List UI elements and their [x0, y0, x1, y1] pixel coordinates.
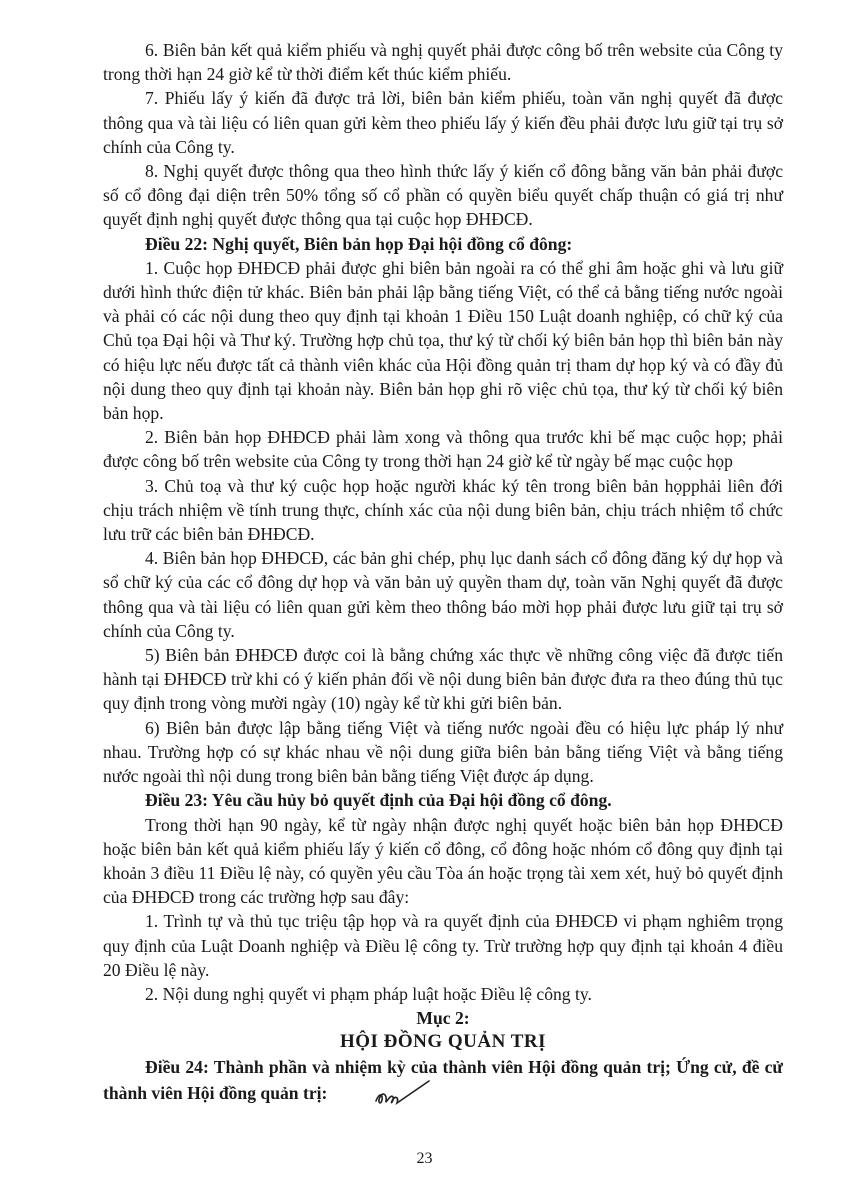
section-title: HỘI ĐỒNG QUẢN TRỊ — [339, 1031, 547, 1053]
article-22-clause-6: 6) Biên bản được lập bằng tiếng Việt và tiếng nước ngoài đều có hiệu lực pháp lý như nhau. Trường hợp có sự khác nhau về nội dung giữa biên bản bằng tiếng Việt và bằng tiếng nước ngoài thì nội dung trong biên bản bằng tiếng Việt được áp dụng. — [103, 717, 783, 787]
section-label: Mục 2: — [416, 1008, 470, 1029]
paragraph-8: 8. Nghị quyết được thông qua theo hình thức lấy ý kiến cổ đông bằng văn bản phải được số cổ đông đại diện trên 50% tổng số cổ phần có quyền biểu quyết chấp thuận có giá trị như quyết định nghị quyết được thông qua tại cuộc họp ĐHĐCĐ. — [103, 161, 783, 230]
article-22-clause-1: 1. Cuộc họp ĐHĐCĐ phải được ghi biên bản ngoài ra có thể ghi âm hoặc ghi và lưu giữ dưới hình thức điện tử khác. Biên bản phải lập bằng tiếng Việt, có thể cả bằng tiếng nước ngoài và phải có các nội dung theo quy định tại khoản 1 Điều 150 Luật doanh nghiệp, có chữ ký của Chủ tọa Đại hội và Thư ký. Trường hợp chủ tọa, thư ký từ chối ký biên bản họp thì biên bản này có hiệu lực nếu được tất cả thành viên khác của Hội đồng quản trị tham dự họp ký và có đầy đủ nội dung theo quy định tại khoản này. Biên bản họp ghi rõ việc chủ tọa, thư ký từ chối ký biên bản họp. — [103, 257, 783, 424]
article-22-clause-2: 2. Biên bản họp ĐHĐCĐ phải làm xong và thông qua trước khi bế mạc cuộc họp; phải được công bố trên website của Công ty trong thời hạn 24 giờ kể từ ngày bế mạc cuộc họp — [103, 427, 783, 472]
paragraph-6: 6. Biên bản kết quả kiểm phiếu và nghị quyết phải được công bố trên website của Công ty trong thời hạn 24 giờ kể từ thời điểm kết thúc kiểm phiếu. — [103, 40, 783, 85]
article-22-clause-3: 3. Chủ toạ và thư ký cuộc họp hoặc người khác ký tên trong biên bản họpphải liên đới chịu trách nhiệm về tính trung thực, chính xác của nội dung biên bản, chịu trách nhiệm tổ chức lưu trữ các biên bản ĐHĐCĐ. — [103, 475, 783, 545]
article-22-clause-5: 5) Biên bản ĐHĐCĐ được coi là bằng chứng xác thực về những công việc đã được tiến hành tại ĐHĐCĐ trừ khi có ý kiến phản đối về nội dung biên bản được đưa ra theo đúng thủ tục quy định trong vòng mười ngày (10) ngày kể từ khi gửi biên bản. — [103, 645, 783, 714]
article-23-clause-1: 1. Trình tự và thủ tục triệu tập họp và ra quyết định của ĐHĐCĐ vi phạm nghiêm trọng quy định của Luật Doanh nghiệp và Điều lệ công ty. Trừ trường hợp quy định tại khoản 4 điều 20 Điều lệ này. — [103, 911, 783, 980]
paragraph-7: 7. Phiếu lấy ý kiến đã được trả lời, biên bản kiểm phiếu, toàn văn nghị quyết đã được thông qua và tài liệu có liên quan gửi kèm theo phiếu lấy ý kiến đều phải được lưu giữ tại trụ sở chính của Công ty. — [103, 88, 783, 157]
article-22-clause-4: 4. Biên bản họp ĐHĐCĐ, các bản ghi chép, phụ lục danh sách cổ đông đăng ký dự họp và sổ chữ ký của các cổ đông dự họp và văn bản uỷ quyền tham dự, toàn văn Nghị quyết đã được thông qua và tài liệu có liên quan gửi kèm theo thông báo mời họp phải được lưu giữ tại trụ sở chính của Công ty. — [103, 548, 783, 641]
page-number: 23 — [416, 1150, 433, 1167]
initials-signature — [331, 1079, 431, 1115]
article-23-intro: Trong thời hạn 90 ngày, kể từ ngày nhận được nghị quyết hoặc biên bản họp ĐHĐCĐ hoặc biên bản kết quả kiểm phiếu lấy ý kiến cổ đông, cổ đông hoặc nhóm cổ đông quy định tại khoản 3 điều 11 Điều lệ này, có quyền yêu cầu Tòa án hoặc trọng tài xem xét, huỷ bỏ quyết định của ĐHĐCĐ trong các trường hợp sau đây: — [103, 814, 783, 908]
article-23-clause-2: 2. Nội dung nghị quyết vi phạm pháp luật hoặc Điều lệ công ty. — [145, 983, 592, 1004]
article-24-heading — [103, 1055, 783, 1115]
article-24-heading-text: Điều 24: Thành phần và nhiệm kỳ của thành viên Hội đồng quản trị; Ứng cử, đề cử thành viên Hội đồng quản trị: — [103, 1056, 783, 1103]
document-page — [103, 38, 783, 1115]
article-22-heading: Điều 22: Nghị quyết, Biên bản họp Đại hội đồng cổ đông: — [145, 233, 573, 254]
article-23-heading: Điều 23: Yêu cầu hủy bỏ quyết định của Đại hội đồng cổ đông. — [145, 790, 612, 811]
